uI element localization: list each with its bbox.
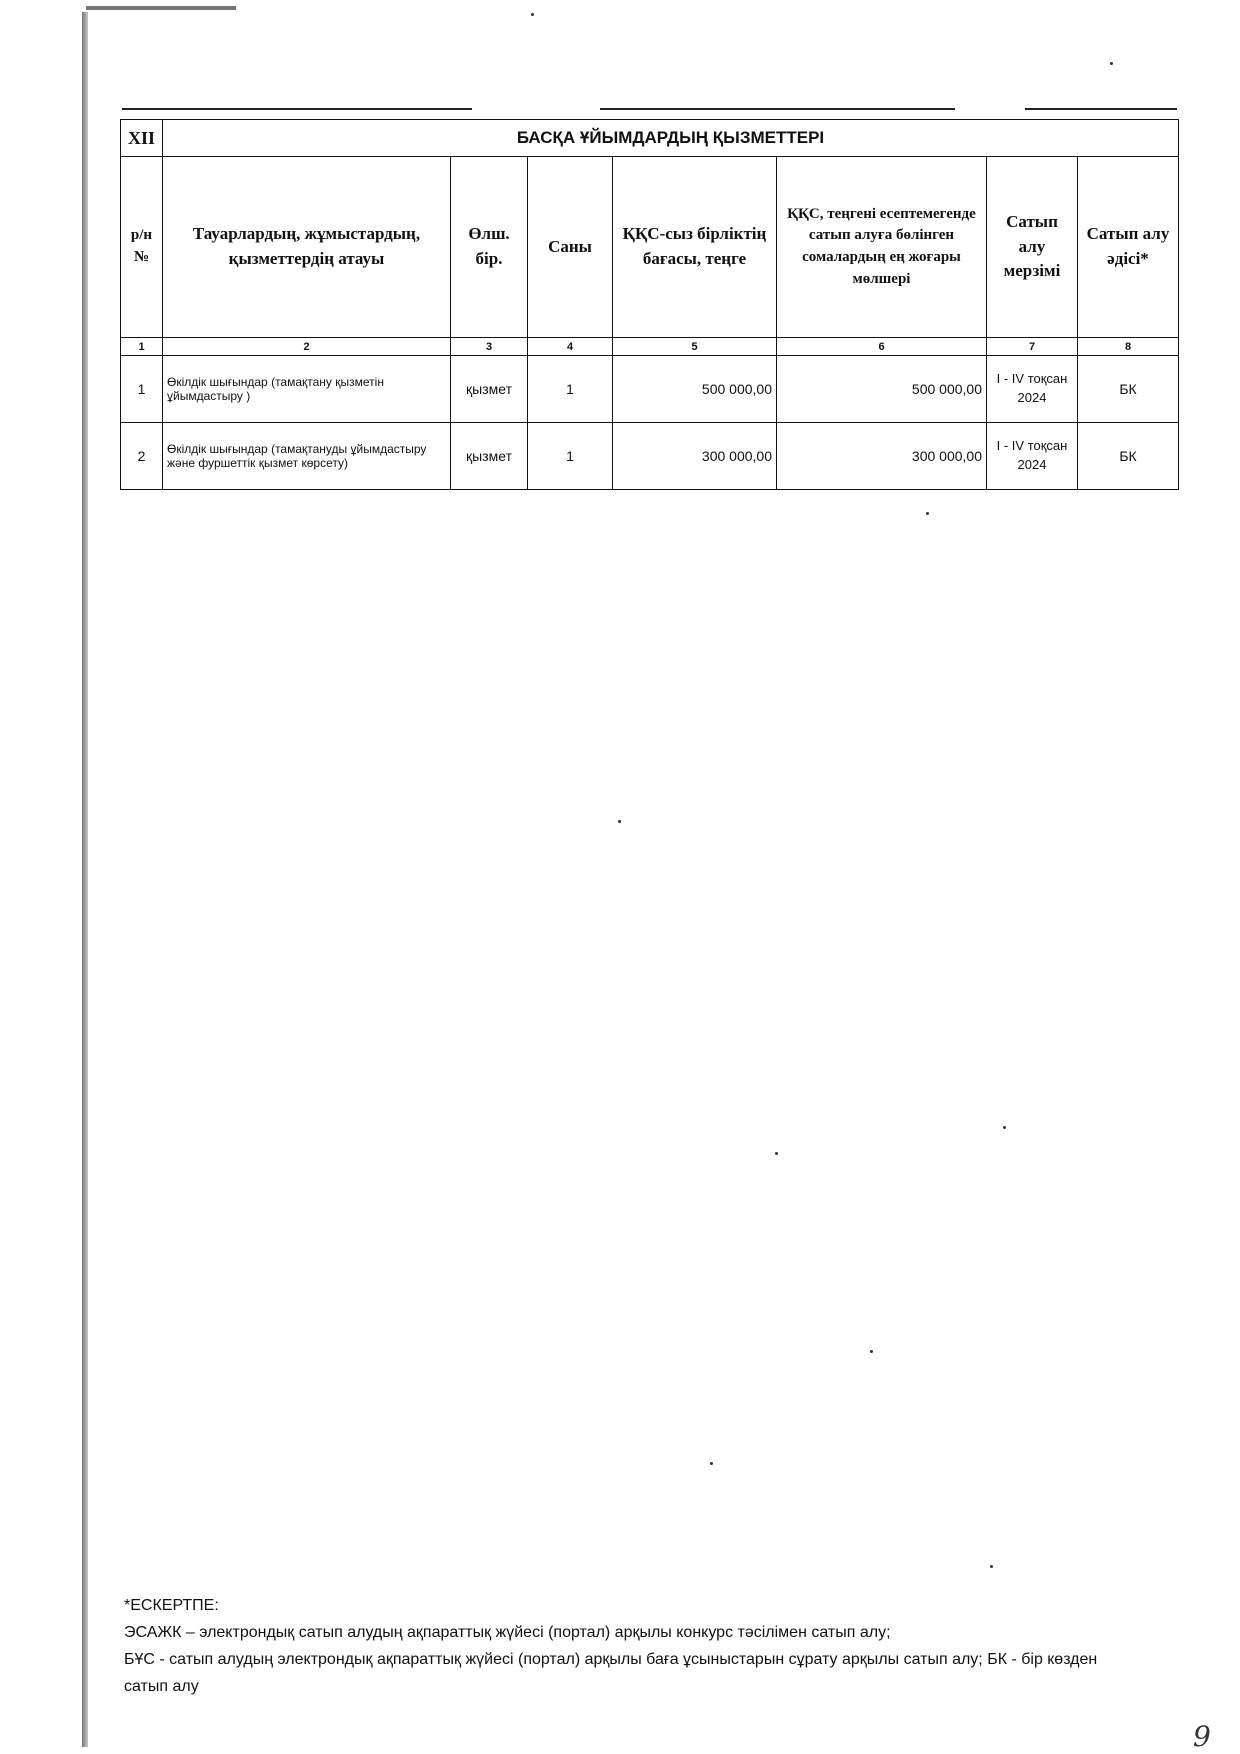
header-quantity: Саны bbox=[528, 157, 613, 338]
header-row bbox=[121, 157, 1179, 338]
column-number: 7 bbox=[987, 338, 1078, 356]
scan-top-mark bbox=[86, 6, 236, 10]
column-number: 5 bbox=[613, 338, 777, 356]
scan-speck bbox=[775, 1152, 778, 1155]
column-number: 6 bbox=[777, 338, 987, 356]
item-name: Өкілдік шығындар (тамақтану қызметін ұйымдастыру ) bbox=[163, 356, 451, 423]
unit-price: 500 000,00 bbox=[613, 356, 777, 423]
scan-speck bbox=[710, 1462, 713, 1465]
section-title: БАСҚА ҰЙЫМДАРДЫҢ ҚЫЗМЕТТЕРІ bbox=[163, 120, 1179, 157]
header-max-amount: ҚҚС, теңгені есептемегенде сатып алуға бөлінген сомалардың ең жоғары мөлшері bbox=[777, 157, 987, 338]
unit: қызмет bbox=[451, 423, 528, 490]
table-row bbox=[121, 356, 1179, 423]
top-rule-right bbox=[1025, 108, 1177, 110]
scan-speck bbox=[1003, 1126, 1006, 1129]
max-amount: 500 000,00 bbox=[777, 356, 987, 423]
header-unit-price: ҚҚС-сыз бірліктің бағасы, теңге bbox=[613, 157, 777, 338]
top-rule-left bbox=[122, 108, 472, 110]
header-item-name: Тауарлардың, жұмыстардың, қызметтердің атауы bbox=[163, 157, 451, 338]
column-number: 4 bbox=[528, 338, 613, 356]
scan-speck bbox=[990, 1565, 993, 1568]
period: I - IV тоқсан 2024 bbox=[987, 423, 1078, 490]
quantity: 1 bbox=[528, 356, 613, 423]
header-unit: Өлш. бір. bbox=[451, 157, 528, 338]
footnote bbox=[124, 1592, 1134, 1700]
page-number: 9 bbox=[1193, 1720, 1211, 1753]
unit-price: 300 000,00 bbox=[613, 423, 777, 490]
scan-speck bbox=[531, 13, 534, 16]
header-method: Сатып алу әдісі* bbox=[1078, 157, 1179, 338]
scan-speck bbox=[1110, 62, 1113, 65]
footnote-title: *ЕСКЕРТПЕ: bbox=[124, 1597, 219, 1614]
scan-speck bbox=[870, 1350, 873, 1353]
scan-edge bbox=[82, 12, 88, 1747]
period: I - IV тоқсан 2024 bbox=[987, 356, 1078, 423]
row-number: 1 bbox=[121, 356, 163, 423]
quantity: 1 bbox=[528, 423, 613, 490]
column-number: 8 bbox=[1078, 338, 1179, 356]
column-number: 1 bbox=[121, 338, 163, 356]
column-number: 2 bbox=[163, 338, 451, 356]
column-number: 3 bbox=[451, 338, 528, 356]
header-period: Сатып алу мерзімі bbox=[987, 157, 1078, 338]
procurement-table bbox=[120, 119, 1179, 490]
unit: қызмет bbox=[451, 356, 528, 423]
header-row-number: р/н № bbox=[121, 157, 163, 338]
method: БК bbox=[1078, 356, 1179, 423]
section-row bbox=[121, 120, 1179, 157]
item-name: Өкілдік шығындар (тамақтануды ұйымдастыру және фуршеттік қызмет көрсету) bbox=[163, 423, 451, 490]
row-number: 2 bbox=[121, 423, 163, 490]
footnote-line: ЭСАЖК – электрондық сатып алудың ақпараттық жүйесі (портал) арқылы конкурс тәсілімен сатып алу; bbox=[124, 1624, 891, 1641]
method: БК bbox=[1078, 423, 1179, 490]
max-amount: 300 000,00 bbox=[777, 423, 987, 490]
scan-speck bbox=[926, 512, 929, 515]
section-number: XII bbox=[121, 120, 163, 157]
footnote-line: БҰС - сатып алудың электрондық ақпараттық жүйесі (портал) арқылы баға ұсыныстарын сұрату арқылы сатып алу; БК - бір көзден сатып алу bbox=[124, 1651, 1098, 1695]
column-number-row bbox=[121, 338, 1179, 356]
scan-speck bbox=[618, 820, 621, 823]
top-rule-middle bbox=[600, 108, 955, 110]
table-row bbox=[121, 423, 1179, 490]
